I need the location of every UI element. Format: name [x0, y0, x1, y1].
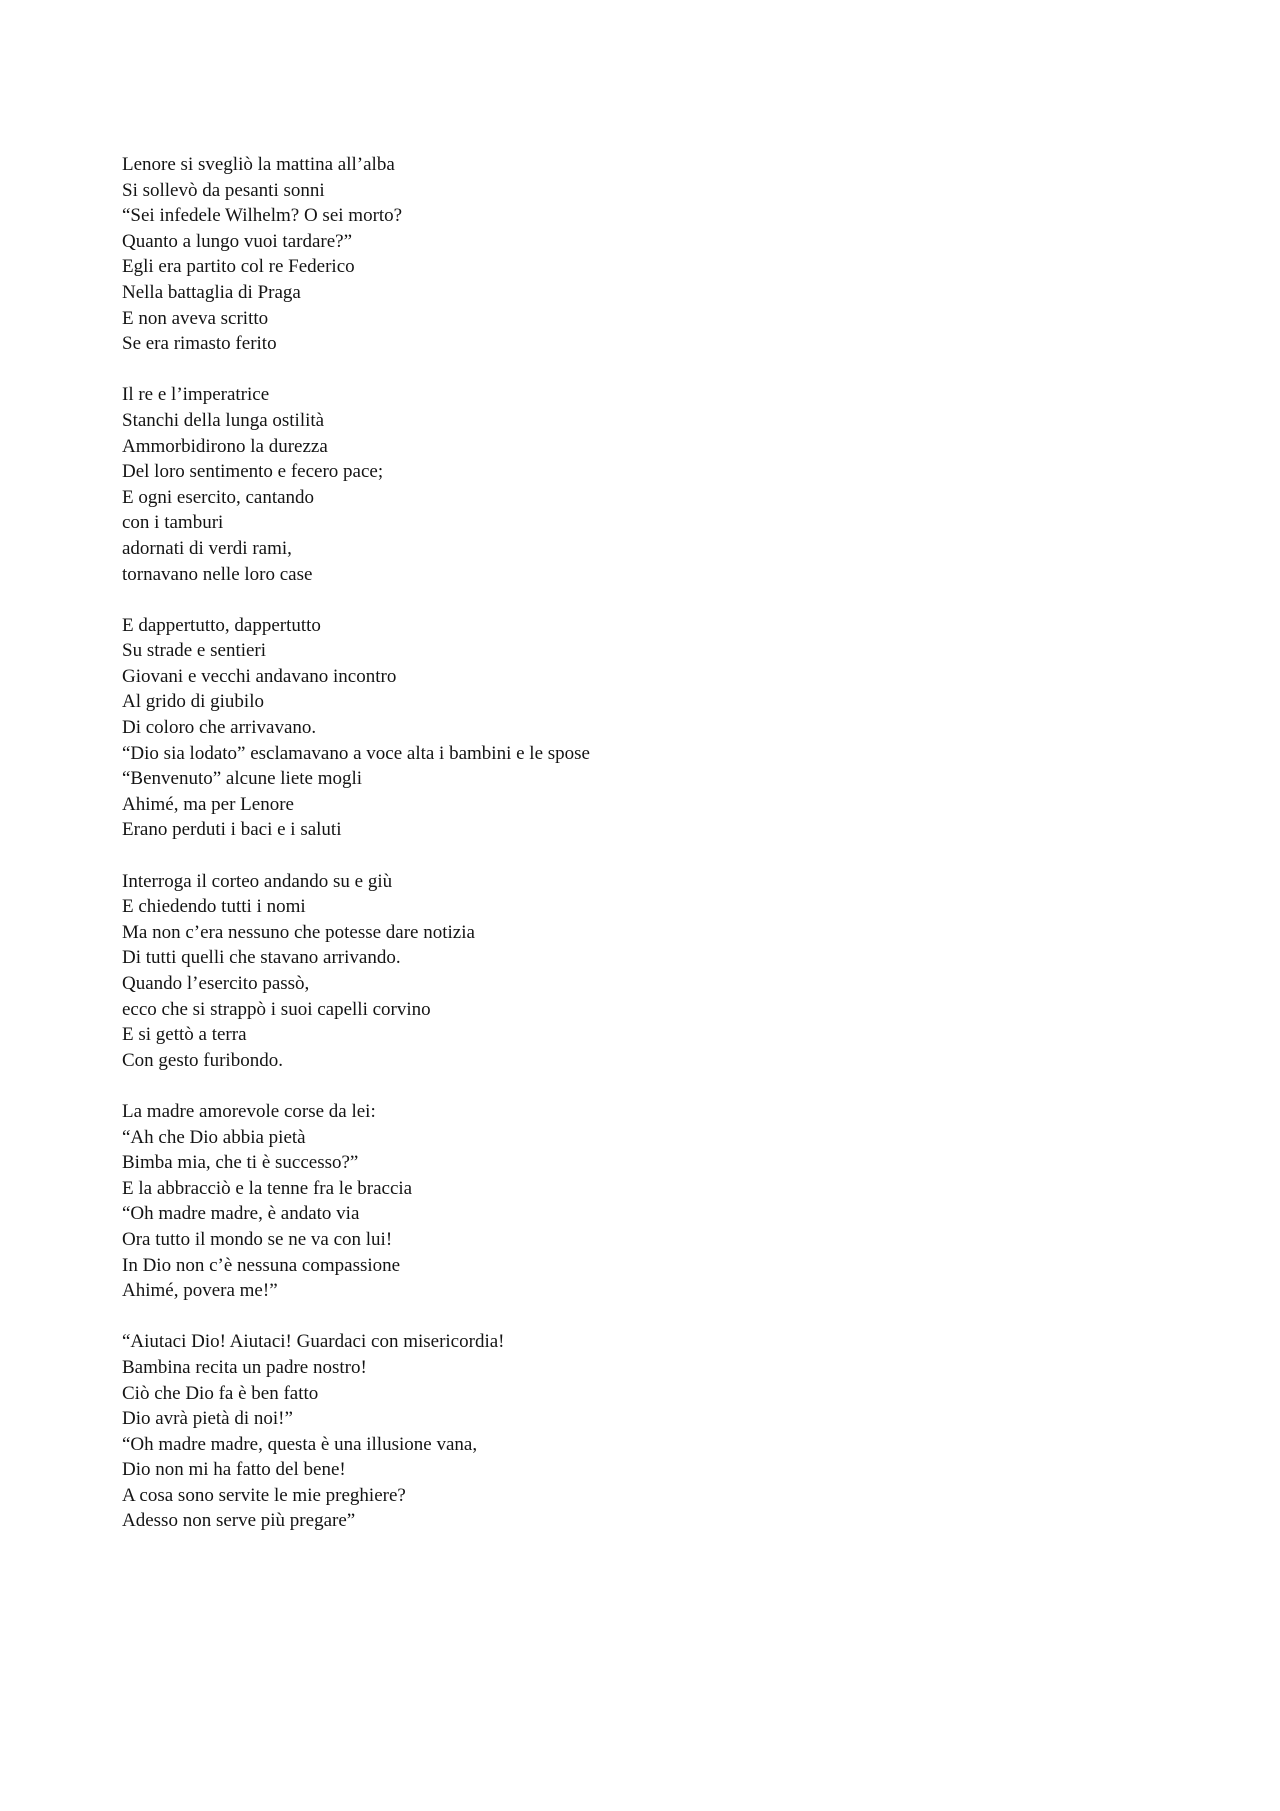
- poem-line: Con gesto furibondo.: [122, 1049, 283, 1071]
- stanza-5: [122, 1099, 1162, 1304]
- poem-line: Ammorbidirono la durezza: [122, 435, 328, 457]
- poem-line: “Sei infedele Wilhelm? O sei morto?: [122, 205, 403, 227]
- poem-line: “Oh madre madre, è andato via: [122, 1203, 360, 1225]
- poem-line: E non aveva scritto: [122, 307, 269, 329]
- poem-line: E chiedendo tutti i nomi: [122, 896, 306, 918]
- stanza-3: [122, 613, 1162, 843]
- poem-line: Lenore si svegliò la mattina all’alba: [122, 154, 395, 175]
- poem-line: Ma non c’era nessuno che potesse dare notizia: [122, 921, 475, 943]
- stanza-4: [122, 869, 1162, 1074]
- poem-line: “Oh madre madre, questa è una illusione vana,: [122, 1433, 478, 1455]
- poem-line: Del loro sentimento e fecero pace;: [122, 461, 384, 483]
- poem-line: Bimba mia, che ti è successo?”: [122, 1152, 359, 1174]
- poem-line: A cosa sono servite le mie preghiere?: [122, 1484, 406, 1506]
- poem-line: “Dio sia lodato” esclamavano a voce alta i bambini e le spose: [122, 742, 590, 764]
- poem-line: tornavano nelle loro case: [122, 563, 313, 585]
- poem-line: Bambina recita un padre nostro!: [122, 1356, 367, 1378]
- poem-line: Quando l’esercito passò,: [122, 973, 310, 994]
- poem-line: Nella battaglia di Praga: [122, 281, 301, 303]
- poem-line: Stanchi della lunga ostilità: [122, 409, 325, 431]
- poem-line: E la abbracciò e la tenne fra le braccia: [122, 1177, 413, 1199]
- poem-line: Si sollevò da pesanti sonni: [122, 179, 325, 201]
- poem-line: “Aiutaci Dio! Aiutaci! Guardaci con misericordia!: [122, 1331, 505, 1353]
- poem-line: adornati di verdi rami,: [122, 537, 292, 559]
- poem-line: con i tamburi: [122, 512, 224, 534]
- poem-line: E ogni esercito, cantando: [122, 486, 315, 508]
- poem-line: Di tutti quelli che stavano arrivando.: [122, 947, 401, 969]
- poem-line: Se era rimasto ferito: [122, 333, 277, 355]
- poem-line: “Ah che Dio abbia pietà: [122, 1126, 306, 1148]
- poem-line: Erano perduti i baci e i saluti: [122, 819, 342, 841]
- poem-line: Egli era partito col re Federico: [122, 256, 355, 278]
- poem-line: Il re e l’imperatrice: [122, 384, 270, 406]
- poem-line: In Dio non c’è nessuna compassione: [122, 1254, 401, 1276]
- poem-line: Ahimé, ma per Lenore: [122, 793, 294, 815]
- poem-line: E si gettò a terra: [122, 1024, 247, 1046]
- poem-line: Quanto a lungo vuoi tardare?”: [122, 230, 353, 252]
- poem-line: E dappertutto, dappertutto: [122, 614, 321, 636]
- poem-line: “Benvenuto” alcune liete mogli: [122, 768, 363, 790]
- poem-line: Ahimé, povera me!”: [122, 1280, 278, 1302]
- poem-line: Su strade e sentieri: [122, 640, 267, 662]
- poem-line: Interroga il corteo andando su e giù: [122, 870, 393, 892]
- stanza-1: [122, 152, 1162, 357]
- poem-line: Ora tutto il mondo se ne va con lui!: [122, 1228, 393, 1250]
- poem-line: Dio avrà pietà di noi!”: [122, 1408, 293, 1430]
- poem-line: La madre amorevole corse da lei:: [122, 1100, 376, 1122]
- poem-line: Di coloro che arrivavano.: [122, 717, 317, 739]
- poem-line: Ciò che Dio fa è ben fatto: [122, 1382, 319, 1404]
- poem-line: Al grido di giubilo: [122, 691, 264, 713]
- stanza-2: [122, 382, 1162, 587]
- poem-line: Dio non mi ha fatto del bene!: [122, 1459, 346, 1481]
- poem-line: Adesso non serve più pregare”: [122, 1510, 356, 1532]
- poem-text: [122, 152, 1162, 1560]
- poem-line: Giovani e vecchi andavano incontro: [122, 665, 397, 687]
- poem-line: ecco che si strappò i suoi capelli corvino: [122, 998, 431, 1020]
- stanza-6: [122, 1329, 1162, 1534]
